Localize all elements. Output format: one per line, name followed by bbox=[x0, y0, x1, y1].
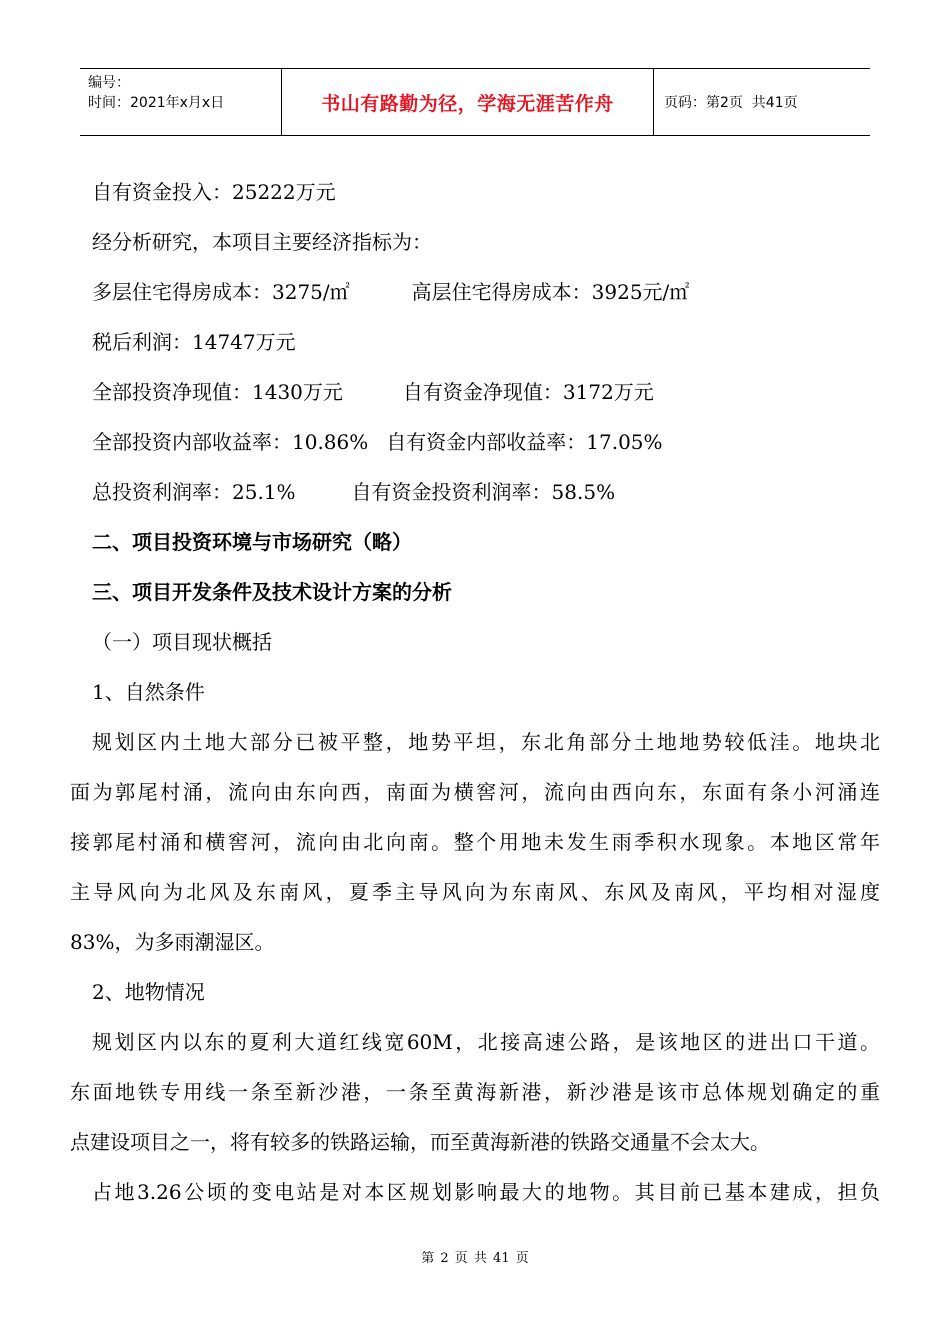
paragraph-features-line-2: 东面地铁专用线一条至新沙港，一条至黄海新港，新沙港是该市总体规划确定的重 bbox=[70, 1080, 880, 1104]
body-line-irr bbox=[92, 428, 663, 456]
paragraph-natural-line-3: 接郭尾村涌和横窖河，流向由北向南。整个用地未发生雨季积水现象。本地区常年 bbox=[70, 830, 880, 854]
paragraph-features-line-1: 规划区内以东的夏利大道红线宽60M，北接高速公路，是该地区的进出口干道。 bbox=[92, 1030, 880, 1054]
header-page-info bbox=[654, 69, 870, 135]
header-motto-text: 书山有路勤为径，学海无涯苦作舟 bbox=[321, 92, 614, 115]
total-profit-rate: 总投资利润率：25.1% bbox=[92, 480, 296, 504]
equity-irr: 自有资金内部收益率：17.05% bbox=[386, 430, 663, 454]
body-line-housing-cost bbox=[92, 278, 689, 306]
header-date-label: 时间：2021年x月x日 bbox=[88, 95, 225, 111]
equity-npv: 自有资金净现值：3172万元 bbox=[402, 380, 654, 404]
paragraph-natural-line-1: 规划区内土地大部分已被平整，地势平坦，东北角部分土地地势较低洼。地块北 bbox=[92, 730, 880, 754]
item-heading-features: 2、地物情况 bbox=[92, 980, 205, 1004]
section-heading-2: 二、项目投资环境与市场研究（略） bbox=[92, 530, 412, 554]
body-line-npv bbox=[92, 378, 654, 406]
subsection-heading-1: （一）项目现状概括 bbox=[92, 630, 272, 654]
body-line-after-tax-profit: 税后利润：14747万元 bbox=[92, 330, 296, 354]
body-line-equity: 自有资金投入：25222万元 bbox=[92, 180, 336, 204]
section-heading-3: 三、项目开发条件及技术设计方案的分析 bbox=[92, 580, 452, 604]
paragraph-features-line-3: 点建设项目之一，将有较多的铁路运输，而至黄海新港的铁路交通量不会太大。 bbox=[70, 1130, 770, 1154]
header-page-info-text: 页码：第2页 共41页 bbox=[664, 95, 798, 111]
paragraph-natural-line-4: 主导风向为北风及东南风，夏季主导风向为东南风、东风及南风，平均相对湿度 bbox=[70, 880, 880, 904]
header-meta bbox=[80, 69, 282, 135]
total-irr: 全部投资内部收益率：10.86% bbox=[92, 430, 369, 454]
multi-storey-cost: 多层住宅得房成本：3275/㎡ bbox=[92, 280, 350, 304]
high-rise-cost: 高层住宅得房成本：3925元/㎡ bbox=[411, 280, 690, 304]
page-footer: 第 2 页 共 41 页 bbox=[421, 1251, 529, 1266]
header-motto bbox=[282, 69, 654, 135]
body-line-indicators-intro: 经分析研究，本项目主要经济指标为： bbox=[92, 230, 432, 254]
paragraph-natural-line-5: 83%，为多雨潮湿区。 bbox=[70, 930, 275, 954]
page-header bbox=[80, 68, 870, 136]
body-line-profit-rate bbox=[92, 478, 615, 506]
equity-profit-rate: 自有资金投资利润率：58.5% bbox=[351, 480, 616, 504]
paragraph-substation-line-1: 占地3.26公顷的变电站是对本区规划影响最大的地物。其目前已基本建成，担负 bbox=[92, 1180, 880, 1204]
paragraph-natural-line-2: 面为郭尾村涌，流向由东向西，南面为横窖河，流向由西向东，东面有条小河涌连 bbox=[70, 780, 880, 804]
total-npv: 全部投资净现值：1430万元 bbox=[92, 380, 343, 404]
item-heading-natural: 1、自然条件 bbox=[92, 680, 205, 704]
header-number-label: 编号： bbox=[88, 75, 130, 91]
